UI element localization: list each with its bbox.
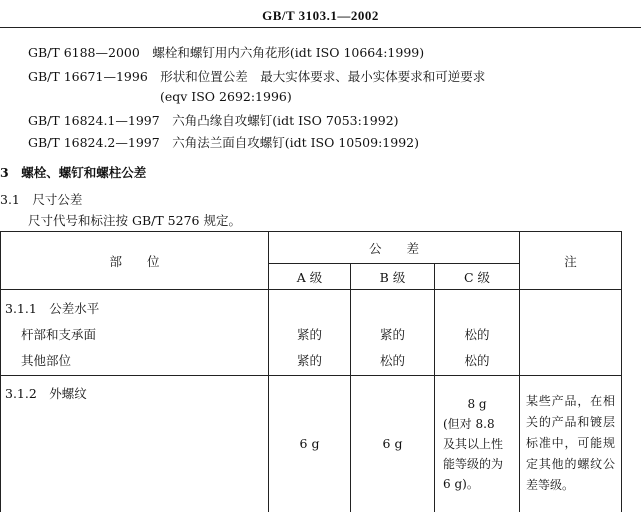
grade-a-shank: 紧的 (296, 327, 322, 342)
header-tolerance: 公 差 (269, 232, 520, 264)
part-cell (1, 290, 269, 376)
clause-3-1-2: 3.1.2 外螺纹 (5, 386, 87, 401)
reference-text: 六角凸缘自攻螺钉(idt ISO 7053:1992) (172, 113, 399, 128)
grade-c-thread-line: 6 g)。 (443, 476, 479, 491)
grade-c-thread-cell (435, 376, 520, 512)
header-rule (0, 27, 641, 28)
grade-a-other: 紧的 (296, 353, 322, 368)
grade-b-cell (351, 290, 435, 376)
header-grade-a: A 级 (269, 264, 351, 290)
clause-3-1-1: 3.1.1 公差水平 (5, 301, 100, 316)
reference-4 (28, 133, 419, 151)
grade-c-thread-line: 能等级的为 (443, 456, 504, 471)
grade-c-shank: 松的 (464, 327, 490, 342)
reference-1 (28, 43, 424, 61)
part-cell (1, 376, 269, 512)
section-3-1-body: 尺寸代号和标注按 GB/T 5276 规定。 (28, 213, 241, 228)
note-cell-empty (520, 290, 622, 376)
grade-c-other: 松的 (464, 353, 490, 368)
reference-text: (eqv ISO 2692:1996) (160, 89, 292, 104)
reference-text: 六角法兰面自攻螺钉(idt ISO 10509:1992) (172, 135, 419, 150)
part-other: 其他部位 (21, 353, 72, 368)
section-title: 尺寸公差 (32, 192, 83, 207)
grade-b-shank: 紧的 (379, 327, 405, 342)
reference-code: GB/T 16671—1996 (28, 69, 148, 84)
reference-3 (28, 111, 399, 129)
grade-c-thread-line: (但对 8.8 (443, 416, 495, 431)
tolerance-table (0, 231, 622, 512)
section-3-1-heading (0, 190, 82, 208)
header-part: 部 位 (1, 232, 269, 290)
reference-2-continuation (160, 89, 292, 104)
section-number: 3 (0, 165, 9, 180)
grade-c-cell (435, 290, 520, 376)
thread-note: 某些产品，在相关的产品和镀层标准中，可能规定其他的螺纹公差等级。 (526, 394, 616, 493)
grade-c-thread-line: 8 g (467, 396, 487, 411)
reference-2 (28, 67, 485, 85)
page-header: GB/T 3103.1—2002 (262, 8, 379, 23)
grade-a-thread: 6 g (269, 376, 351, 512)
section-number: 3.1 (0, 192, 20, 207)
grade-a-cell (269, 290, 351, 376)
header-grade-b: B 级 (351, 264, 435, 290)
reference-code: GB/T 6188—2000 (28, 45, 140, 60)
note-cell (520, 376, 622, 512)
reference-code: GB/T 16824.2—1997 (28, 135, 160, 150)
reference-text: 螺栓和螺钉用内六角花形(idt ISO 10664:1999) (152, 45, 425, 60)
grade-b-thread: 6 g (351, 376, 435, 512)
part-shank: 杆部和支承面 (21, 327, 97, 342)
section-title: 螺栓、螺钉和螺柱公差 (21, 165, 147, 180)
table-row (1, 376, 622, 512)
header-grade-c: C 级 (435, 264, 520, 290)
reference-text: 形状和位置公差 最大实体要求、最小实体要求和可逆要求 (160, 69, 486, 84)
table-row (1, 290, 622, 376)
reference-code: GB/T 16824.1—1997 (28, 113, 160, 128)
grade-b-other: 松的 (379, 353, 405, 368)
header-note: 注 (520, 232, 622, 290)
section-3-heading (0, 163, 146, 181)
grade-c-thread-line: 及其以上性 (443, 436, 504, 451)
